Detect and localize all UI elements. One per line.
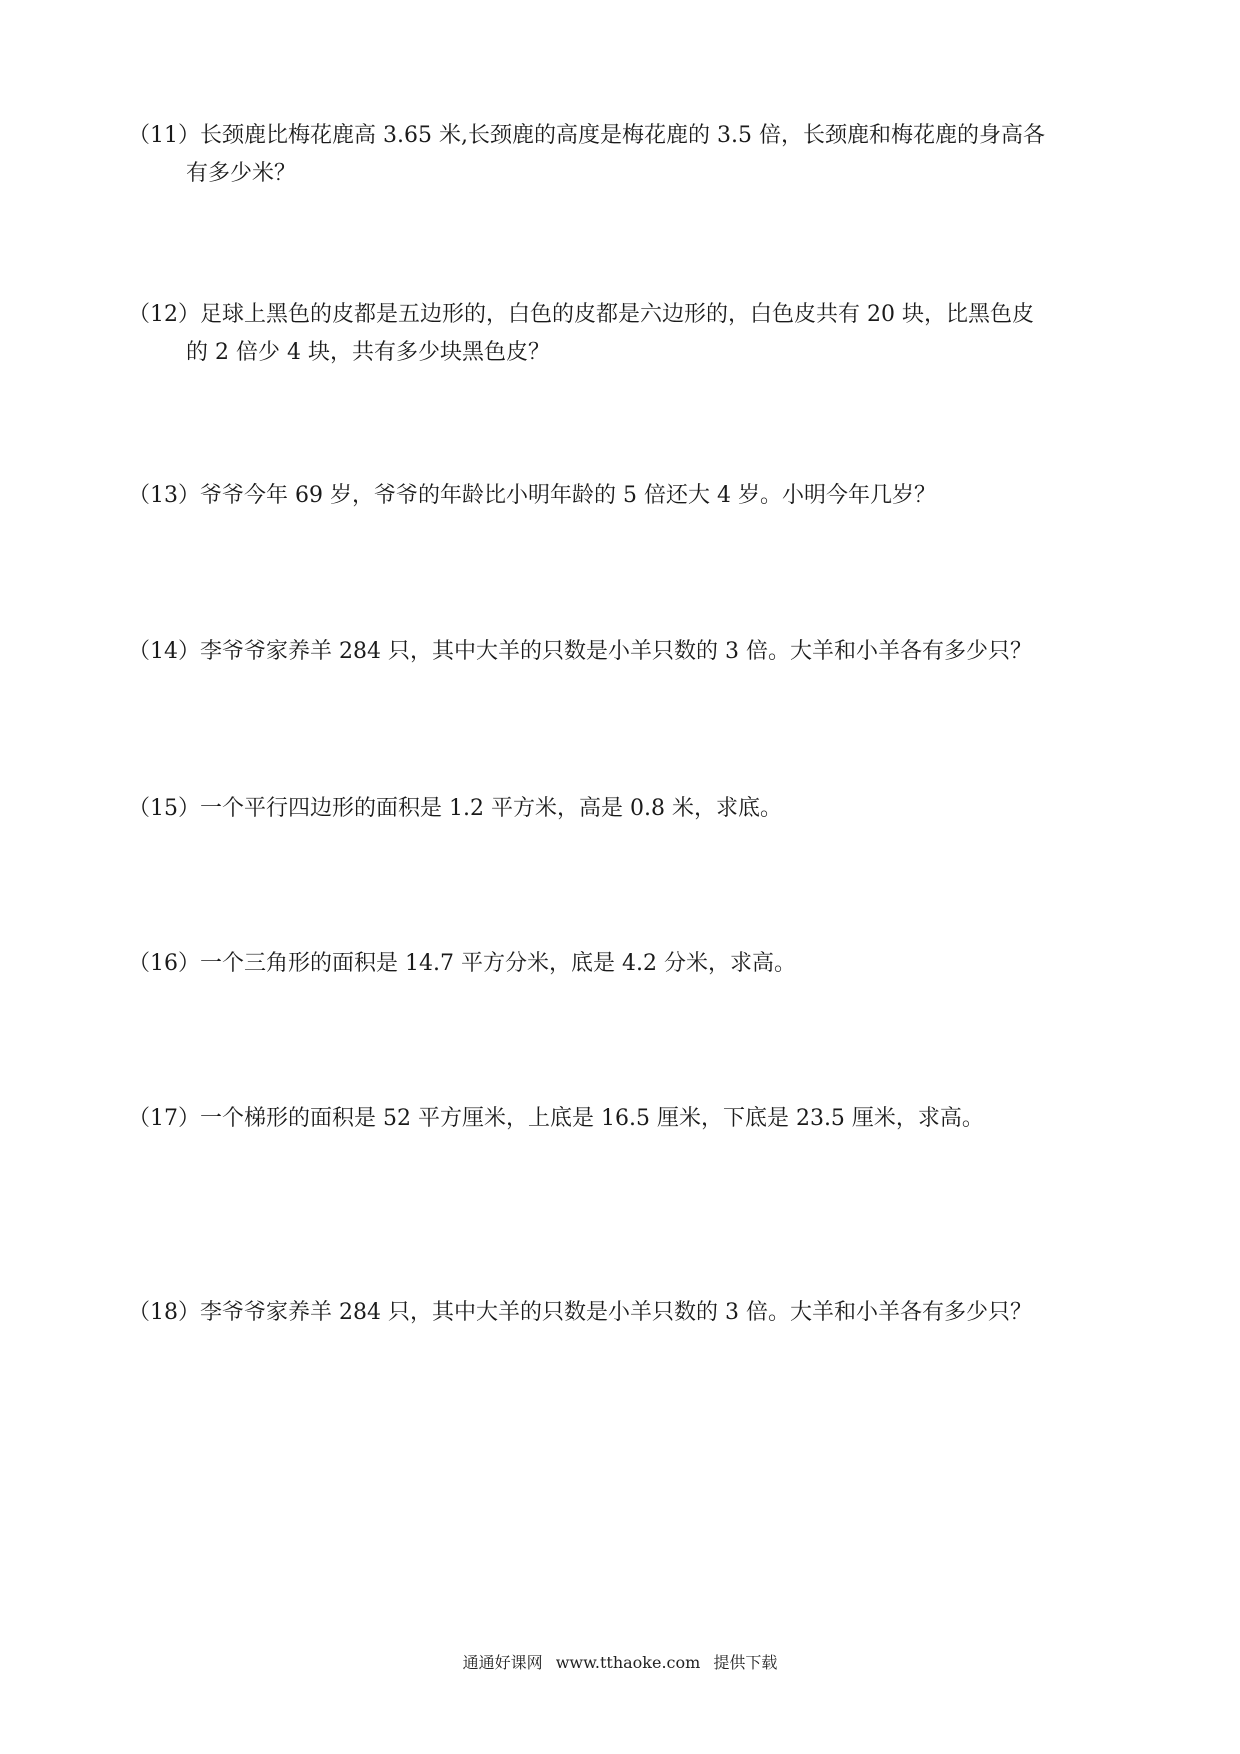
problem-18-line-1: [128, 1294, 1138, 1332]
footer-site-name: 通通好课网: [462, 1653, 543, 1672]
problem-11: [128, 117, 1138, 193]
problem-text: 长颈鹿比梅花鹿高 3.65 米,长颈鹿的高度是梅花鹿的 3.5 倍，长颈鹿和梅花鹿的身高各: [200, 123, 1045, 148]
problem-text: 足球上黑色的皮都是五边形的，白色的皮都是六边形的，白色皮共有 20 块，比黑色皮: [200, 302, 1034, 327]
problem-number: （17）: [128, 1106, 200, 1131]
problem-number: （11）: [128, 123, 200, 148]
problem-text: 爷爷今年 69 岁，爷爷的年龄比小明年龄的 5 倍还大 4 岁。小明今年几岁？: [200, 483, 936, 508]
problem-text: 李爷爷家养羊 284 只，其中大羊的只数是小羊只数的 3 倍。大羊和小羊各有多少只？: [200, 1300, 1032, 1325]
problem-number: （18）: [128, 1300, 200, 1325]
problem-14-line-1: [128, 633, 1138, 671]
problem-13: [128, 477, 1138, 515]
problem-number: （16）: [128, 951, 200, 976]
problem-text: 李爷爷家养羊 284 只，其中大羊的只数是小羊只数的 3 倍。大羊和小羊各有多少只？: [200, 639, 1032, 664]
problem-11-line-1: [128, 117, 1138, 155]
problem-12: [128, 296, 1138, 372]
problem-14: [128, 633, 1138, 671]
problem-number: （13）: [128, 483, 200, 508]
footer-suffix: 提供下载: [713, 1653, 778, 1672]
problem-17-line-1: [128, 1100, 1138, 1138]
problem-text: 一个梯形的面积是 52 平方厘米，上底是 16.5 厘米，下底是 23.5 厘米，求高。: [200, 1106, 984, 1131]
problem-15-line-1: [128, 790, 1138, 828]
problem-text: 一个平行四边形的面积是 1.2 平方米，高是 0.8 米，求底。: [200, 796, 782, 821]
problem-12-line-1: [128, 296, 1138, 334]
problem-number: （14）: [128, 639, 200, 664]
problem-text: 一个三角形的面积是 14.7 平方分米，底是 4.2 分米，求高。: [200, 951, 796, 976]
page-footer: [0, 1651, 1240, 1675]
problem-13-line-1: [128, 477, 1138, 515]
problem-11-line-2: 有多少米？: [186, 161, 297, 186]
footer-url: www.tthaoke.com: [555, 1653, 701, 1672]
problem-15: [128, 790, 1138, 828]
problem-number: （12）: [128, 302, 200, 327]
problem-16: [128, 945, 1138, 983]
problem-17: [128, 1100, 1138, 1138]
problem-12-line-2: 的 2 倍少 4 块，共有多少块黑色皮？: [186, 340, 550, 365]
problem-16-line-1: [128, 945, 1138, 983]
problem-18: [128, 1294, 1138, 1332]
problem-number: （15）: [128, 796, 200, 821]
